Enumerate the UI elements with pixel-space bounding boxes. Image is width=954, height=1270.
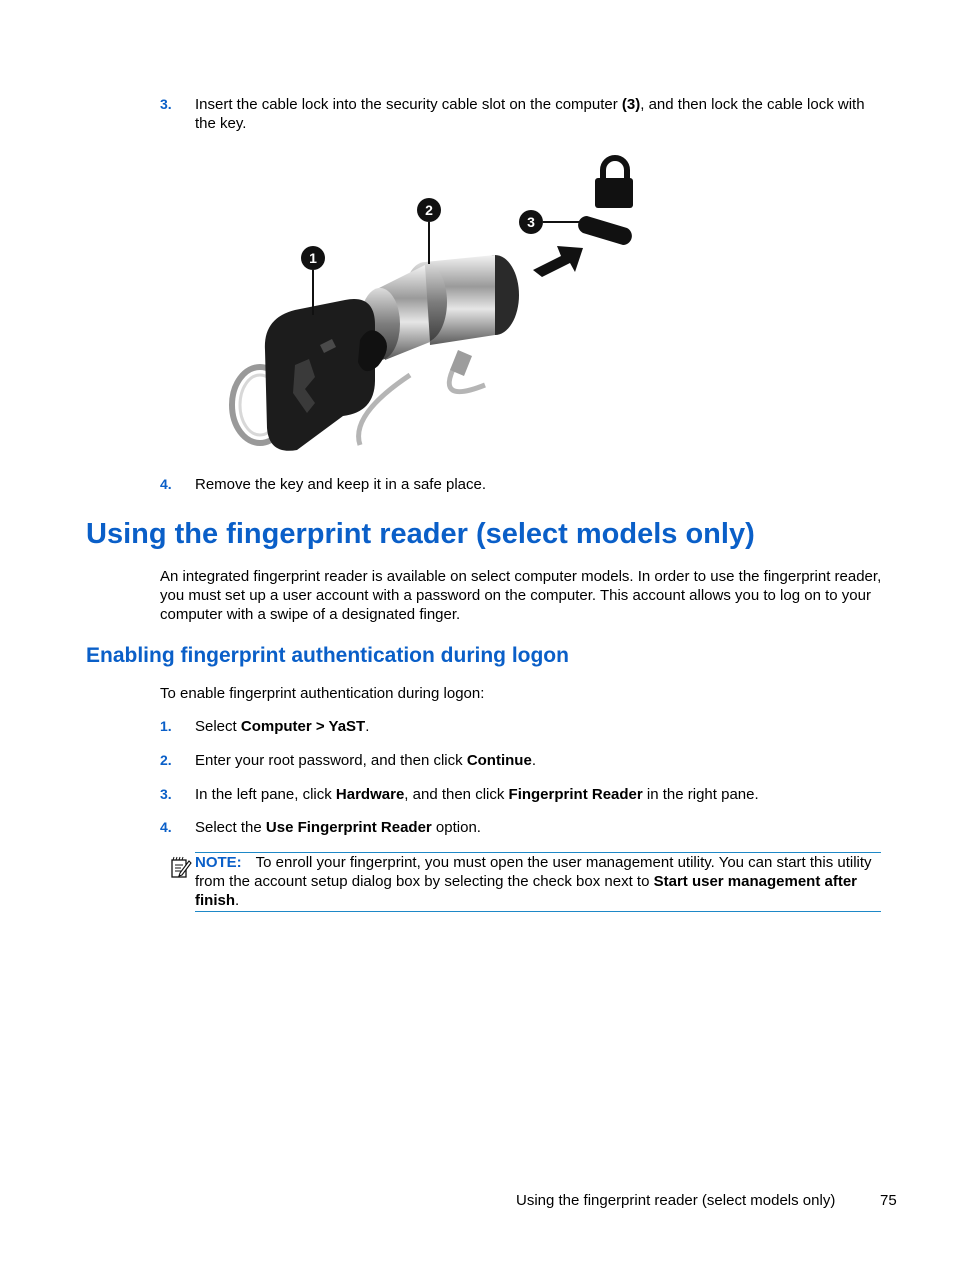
step-pre: Select bbox=[195, 718, 241, 735]
step-number: 3. bbox=[160, 96, 172, 112]
note-bold: Start user management after finish bbox=[195, 873, 858, 909]
callout-3 bbox=[519, 210, 581, 234]
step-bold: Hardware bbox=[335, 786, 405, 803]
step-bold-2: Fingerprint Reader bbox=[508, 786, 643, 803]
step-text bbox=[195, 785, 759, 804]
step-post: . bbox=[365, 718, 370, 735]
step-text-a: Insert the cable lock into the security cable slot on the computer bbox=[195, 96, 622, 113]
callout-2 bbox=[417, 198, 441, 264]
step-text bbox=[195, 818, 481, 837]
security-slot-icon bbox=[578, 216, 632, 245]
step-bold: Computer > YaST bbox=[240, 718, 366, 735]
step-text-b: , and then lock the cable lock with the key. bbox=[195, 96, 865, 132]
key-icon bbox=[265, 299, 387, 451]
note-text: To enroll your fingerprint, you must open the user management utility. You can start this utility from the account setup dialog box by selecting the check box next to bbox=[195, 854, 872, 890]
note-icon bbox=[170, 855, 192, 883]
arrow-icon bbox=[533, 246, 583, 277]
step-post: in the right pane. bbox=[642, 786, 759, 803]
step-pre: In the left pane, click bbox=[195, 786, 336, 803]
page-number: 75 bbox=[880, 1192, 897, 1209]
lock-head bbox=[360, 255, 519, 376]
footer-title: Using the fingerprint reader (select models only) bbox=[516, 1192, 836, 1209]
step-pre: Enter your root password, and then click bbox=[195, 752, 467, 769]
note-box bbox=[195, 852, 881, 912]
padlock-icon bbox=[595, 158, 633, 208]
callout-2-label: 2 bbox=[425, 202, 433, 218]
step-text: Remove the key and keep it in a safe place. bbox=[195, 476, 487, 493]
callout-3-label: 3 bbox=[527, 214, 535, 230]
callout-1 bbox=[301, 246, 325, 315]
step-post: . bbox=[531, 752, 536, 769]
callout-1-label: 1 bbox=[309, 250, 317, 266]
step-number: 1. bbox=[160, 718, 172, 734]
step-bold: Continue bbox=[466, 752, 532, 769]
step-post: option. bbox=[431, 819, 481, 836]
step-number: 2. bbox=[160, 752, 172, 768]
section-intro: An integrated fingerprint reader is available on select computer models. In order to use the fingerprint reader, you must set up a user account with a password on the computer. This account allows you to log on to your computer with a swipe of a designated finger. bbox=[160, 568, 882, 623]
step-number: 4. bbox=[160, 476, 172, 492]
note-label: NOTE: bbox=[195, 854, 242, 871]
step-text bbox=[195, 717, 369, 736]
cable-lock-figure bbox=[225, 150, 645, 460]
subsection-title: Enabling fingerprint authentication during logon bbox=[86, 644, 569, 667]
step-number: 3. bbox=[160, 786, 172, 802]
subsection-intro: To enable fingerprint authentication during logon: bbox=[160, 685, 485, 702]
section-title: Using the fingerprint reader (select models only) bbox=[86, 518, 755, 550]
step-bold: Use Fingerprint Reader bbox=[265, 819, 432, 836]
note-post: . bbox=[235, 892, 240, 909]
step-text bbox=[195, 95, 885, 133]
step-mid: , and then click bbox=[404, 786, 509, 803]
cable-lock-illustration bbox=[225, 150, 645, 460]
step-text bbox=[195, 751, 536, 770]
step-bold: (3) bbox=[621, 96, 641, 113]
step-number: 4. bbox=[160, 819, 172, 835]
step-pre: Select the bbox=[195, 819, 266, 836]
